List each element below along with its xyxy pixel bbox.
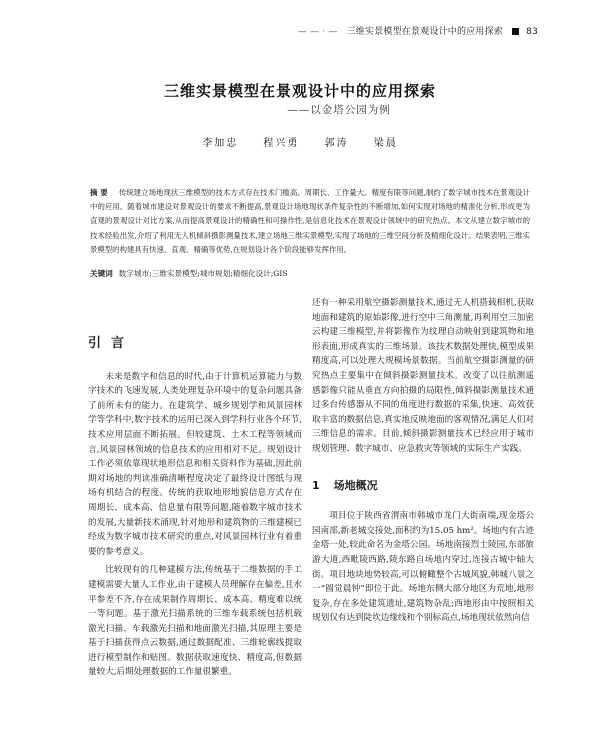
- abstract-label: 摘要: [90, 188, 111, 197]
- left-column: [88, 303, 302, 723]
- running-title: 三维实景模型在景观设计中的应用探索: [346, 27, 504, 37]
- section-number: 1: [312, 478, 320, 492]
- header-square-icon: [512, 28, 519, 35]
- site-paragraph: 项目位于陕西省渭南市韩城市龙门大街南端,现金塔公园南部,新老城交接处,面积约为15.05 hm²。场地内有古迹金塔一处,较此命名为金塔公园。场地南接烈士陵园,东部旅游大道,西毗陵西路,陵东路自场地内穿过,连接古城中轴大街。项目地块地势较高,可以俯瞰整个古城风貌,韩城八景之一“圆觉晨钟”即位于此。场地东侧大部分地区为荒地,地形复杂,存在多处建筑遗址,建筑物杂乱;西地形由中按照相关规划仅有达到陡坎边缘线和个别标高点,场地现状依然向信: [312, 511, 534, 624]
- right-column: [312, 296, 534, 724]
- keywords: [90, 268, 530, 279]
- author: 郭涛: [324, 138, 349, 149]
- header-dash: — — · —: [297, 27, 338, 37]
- author-list: [0, 134, 600, 149]
- intro-paragraph-1: 未来是数字和信息的时代,由于计算机运算能力与数字技术的飞速发展,人类处理复杂环境中的复杂问题具备了前所未有的能力。在建筑学、城乡规划学和风景园林学等学科中,数字技术的运用已深入到学科行业各个环节,技术应用层面不断拓展。但较建筑、土木工程等领域而言,风景园林领域的信息技术的应用相对不足。规划设计工作必须依靠现状地形信息和相关资料作为基础,因此前期对场地的判读准确清晰程度决定了最终设计图纸与现场有机结合的程度。传统的获取地形地貌信息方式存在周期长、成本高、信息量有限等问题,随着数字城市技术的发展,大量新技术涌现,针对地形和建筑物的三维建模已经成为数字城市技术研究的重点,对风景园林行业有着重要的参考意义。: [88, 371, 302, 557]
- section-title-1: [312, 479, 534, 494]
- intro-paragraph-2: 比较现有的几种建模方法,传统基于二维数据的手工建模需要大量人工作业,由于建模人员理解存在偏差,且水平参差不齐,存在成果制作周期长、成本高、精度难以统一等问题。基于激光扫描系统的三维车载系统包括机载激光扫描、车载激光扫描和地面激光扫描,其原理主要是基于扫描获得点云数据,通过数据配准、三维轮廓线提取进行模型制作和贴图。数据获取速度快、精度高,但数据量较大,后期处理数据的工作量很繁重。: [88, 565, 302, 678]
- abstract-text: 传统建立场地现状三维模型的技术方式存在技术门槛高、周期长、工作量大、精度有限等问题,制约了数字城市技术在景观设计中的应用。随着城市建设对景观设计的要求不断提高,景观设计场地现状条件复杂性的不断增加,如何实现对场地的精准化分析,形成更为直观的景观设计对比方案,从而提高景观设计的精确性和可操作性,是信息化技术在景观设计领域中的研究热点。本文从建立数字城市的技术经验出发,介绍了利用无人机倾斜摄影测量技术,建立场地三维实景模型,实现了场地的三维空间分析及精细化设计。结果表明,三维实景模型的构建具有快速、直观、精确等优势,在规划设计各个阶段能够发挥作用。: [90, 188, 530, 254]
- article-title: 三维实景模型在景观设计中的应用探索: [163, 82, 436, 100]
- running-header: [298, 24, 538, 37]
- subtitle-text: ——以金塔公园为例: [287, 104, 391, 116]
- keywords-label: 关键词: [90, 269, 113, 278]
- section-title-text: 场地概况: [333, 478, 378, 492]
- author: 梁晨: [373, 138, 398, 149]
- keywords-text: 数字城市;三维实景模型;城市规划;精细化设计;GIS: [118, 269, 288, 278]
- right-paragraph-1: 还有一种采用航空摄影测量技术,通过无人机搭载相机,获取地面和建筑的原始影像,进行空中三角测量,再利用空三加密云构建三维模型,并将影像作为纹理自动映射到建筑物和地形表面,形成真实的三维场景。该技术数据处理快,模型成果精度高,可以处理大规模场景数据。当前航空摄影测量的研究热点主要集中在倾斜摄影测量技术。改变了以往航测遥感影像只能从垂直方向拍摄的局限性,倾斜摄影测量技术通过多台传感器从不同的角度进行数据的采集,快速、高效获取丰富的数据信息,真实地反映地面的客观情况,满足人们对三维信息的需求。目前,倾斜摄影测量技术已经应用于城市规划管理、数字城市、应急救灾等领域的实际生产实践。: [312, 298, 534, 454]
- section-title-intro: 引言: [88, 336, 135, 351]
- page-number: 83: [526, 27, 538, 37]
- author: 李加忠: [202, 138, 239, 149]
- abstract: [90, 186, 530, 257]
- article-subtitle: [0, 102, 600, 117]
- author: 程兴勇: [263, 138, 300, 149]
